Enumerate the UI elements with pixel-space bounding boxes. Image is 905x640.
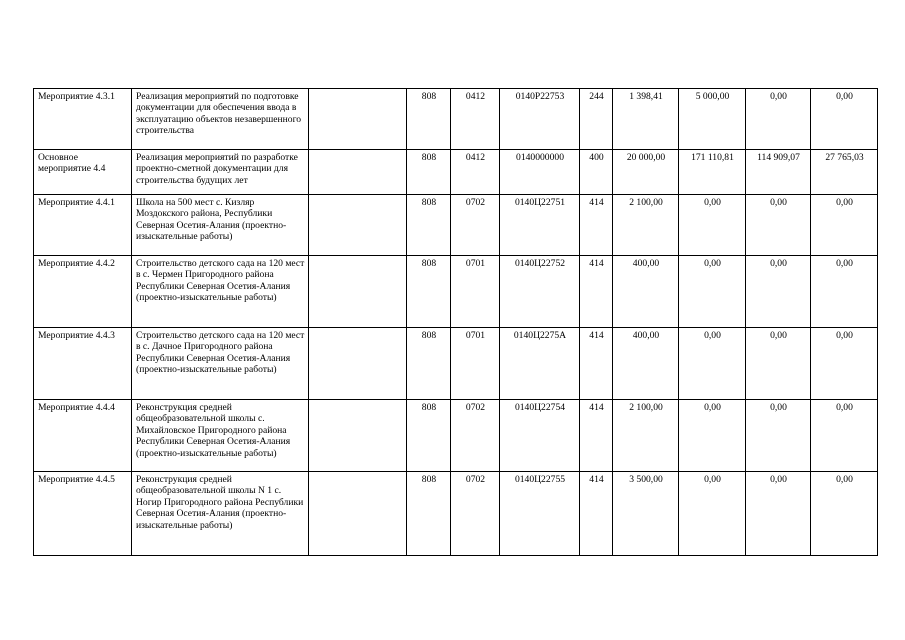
executor-cell (309, 256, 407, 328)
vr-cell: 400 (580, 150, 613, 195)
amount-cell-4: 0,00 (811, 400, 878, 472)
amount-cell-3: 0,00 (746, 328, 811, 400)
table-row (34, 328, 878, 400)
rzpr-cell: 0412 (451, 89, 500, 150)
amount-cell-3: 0,00 (746, 195, 811, 256)
event-name-cell: Реконструкция средней общеобразовательной школы с. Михайловское Пригородного района Республики Северная Осетия-Алания (проектно-изыскательные работы) (132, 400, 309, 472)
event-code-cell: Основное мероприятие 4.4 (34, 150, 132, 195)
csr-cell: 0140Ц2275А (500, 328, 580, 400)
csr-cell: 0140Ц22752 (500, 256, 580, 328)
vr-cell: 414 (580, 328, 613, 400)
csr-cell: 0140000000 (500, 150, 580, 195)
amount-cell-1: 3 500,00 (613, 472, 679, 556)
event-code-cell: Мероприятие 4.4.2 (34, 256, 132, 328)
amount-cell-3: 0,00 (746, 472, 811, 556)
csr-cell: 0140Ц22754 (500, 400, 580, 472)
amount-cell-4: 0,00 (811, 328, 878, 400)
amount-cell-2: 0,00 (679, 400, 746, 472)
vr-cell: 244 (580, 89, 613, 150)
vr-cell: 414 (580, 400, 613, 472)
event-code-cell: Мероприятие 4.4.3 (34, 328, 132, 400)
csr-cell: 0140Ц22755 (500, 472, 580, 556)
amount-cell-1: 1 398,41 (613, 89, 679, 150)
amount-cell-3: 114 909,07 (746, 150, 811, 195)
table-row (34, 256, 878, 328)
amount-cell-2: 0,00 (679, 328, 746, 400)
amount-cell-1: 2 100,00 (613, 400, 679, 472)
rzpr-cell: 0702 (451, 472, 500, 556)
amount-cell-3: 0,00 (746, 89, 811, 150)
vr-cell: 414 (580, 256, 613, 328)
csr-cell: 0140Р22753 (500, 89, 580, 150)
amount-cell-2: 0,00 (679, 472, 746, 556)
executor-cell (309, 195, 407, 256)
amount-cell-4: 0,00 (811, 256, 878, 328)
event-code-cell: Мероприятие 4.4.1 (34, 195, 132, 256)
event-name-cell: Реализация мероприятий по разработке проектно-сметной документации для строительства будущих лет (132, 150, 309, 195)
budget-table (33, 88, 878, 556)
table-row (34, 195, 878, 256)
executor-cell (309, 400, 407, 472)
event-code-cell: Мероприятие 4.3.1 (34, 89, 132, 150)
rzpr-cell: 0412 (451, 150, 500, 195)
amount-cell-4: 0,00 (811, 89, 878, 150)
rzpr-cell: 0702 (451, 400, 500, 472)
table-body (34, 89, 878, 556)
amount-cell-2: 0,00 (679, 256, 746, 328)
grbs-cell: 808 (407, 195, 451, 256)
csr-cell: 0140Ц22751 (500, 195, 580, 256)
event-name-cell: Строительство детского сада на 120 мест в с. Дачное Пригородного района Республики Северная Осетия-Алания (проектно-изыскательные работы) (132, 328, 309, 400)
amount-cell-1: 2 100,00 (613, 195, 679, 256)
grbs-cell: 808 (407, 256, 451, 328)
event-code-cell: Мероприятие 4.4.4 (34, 400, 132, 472)
rzpr-cell: 0701 (451, 256, 500, 328)
vr-cell: 414 (580, 195, 613, 256)
grbs-cell: 808 (407, 150, 451, 195)
amount-cell-3: 0,00 (746, 400, 811, 472)
rzpr-cell: 0702 (451, 195, 500, 256)
grbs-cell: 808 (407, 328, 451, 400)
event-code-cell: Мероприятие 4.4.5 (34, 472, 132, 556)
grbs-cell: 808 (407, 89, 451, 150)
amount-cell-2: 171 110,81 (679, 150, 746, 195)
amount-cell-1: 400,00 (613, 256, 679, 328)
amount-cell-4: 0,00 (811, 472, 878, 556)
amount-cell-3: 0,00 (746, 256, 811, 328)
amount-cell-2: 5 000,00 (679, 89, 746, 150)
grbs-cell: 808 (407, 472, 451, 556)
executor-cell (309, 472, 407, 556)
executor-cell (309, 150, 407, 195)
event-name-cell: Строительство детского сада на 120 мест в с. Чермен Пригородного района Республики Северная Осетия-Алания (проектно-изыскательные работы) (132, 256, 309, 328)
amount-cell-1: 20 000,00 (613, 150, 679, 195)
event-name-cell: Реализация мероприятий по подготовке документации для обеспечения ввода в эксплуатацию объектов незавершенного строительства (132, 89, 309, 150)
event-name-cell: Реконструкция средней общеобразовательной школы N 1 с. Ногир Пригородного района Республики Северная Осетия-Алания (проектно-изыскательные работы) (132, 472, 309, 556)
amount-cell-4: 27 765,03 (811, 150, 878, 195)
table-row (34, 89, 878, 150)
event-name-cell: Школа на 500 мест с. Кизляр Моздокского района, Республики Северная Осетия-Алания (проектно-изыскательные работы) (132, 195, 309, 256)
rzpr-cell: 0701 (451, 328, 500, 400)
table-row (34, 472, 878, 556)
table-row (34, 150, 878, 195)
executor-cell (309, 328, 407, 400)
vr-cell: 414 (580, 472, 613, 556)
table-row (34, 400, 878, 472)
amount-cell-1: 400,00 (613, 328, 679, 400)
executor-cell (309, 89, 407, 150)
grbs-cell: 808 (407, 400, 451, 472)
amount-cell-4: 0,00 (811, 195, 878, 256)
amount-cell-2: 0,00 (679, 195, 746, 256)
